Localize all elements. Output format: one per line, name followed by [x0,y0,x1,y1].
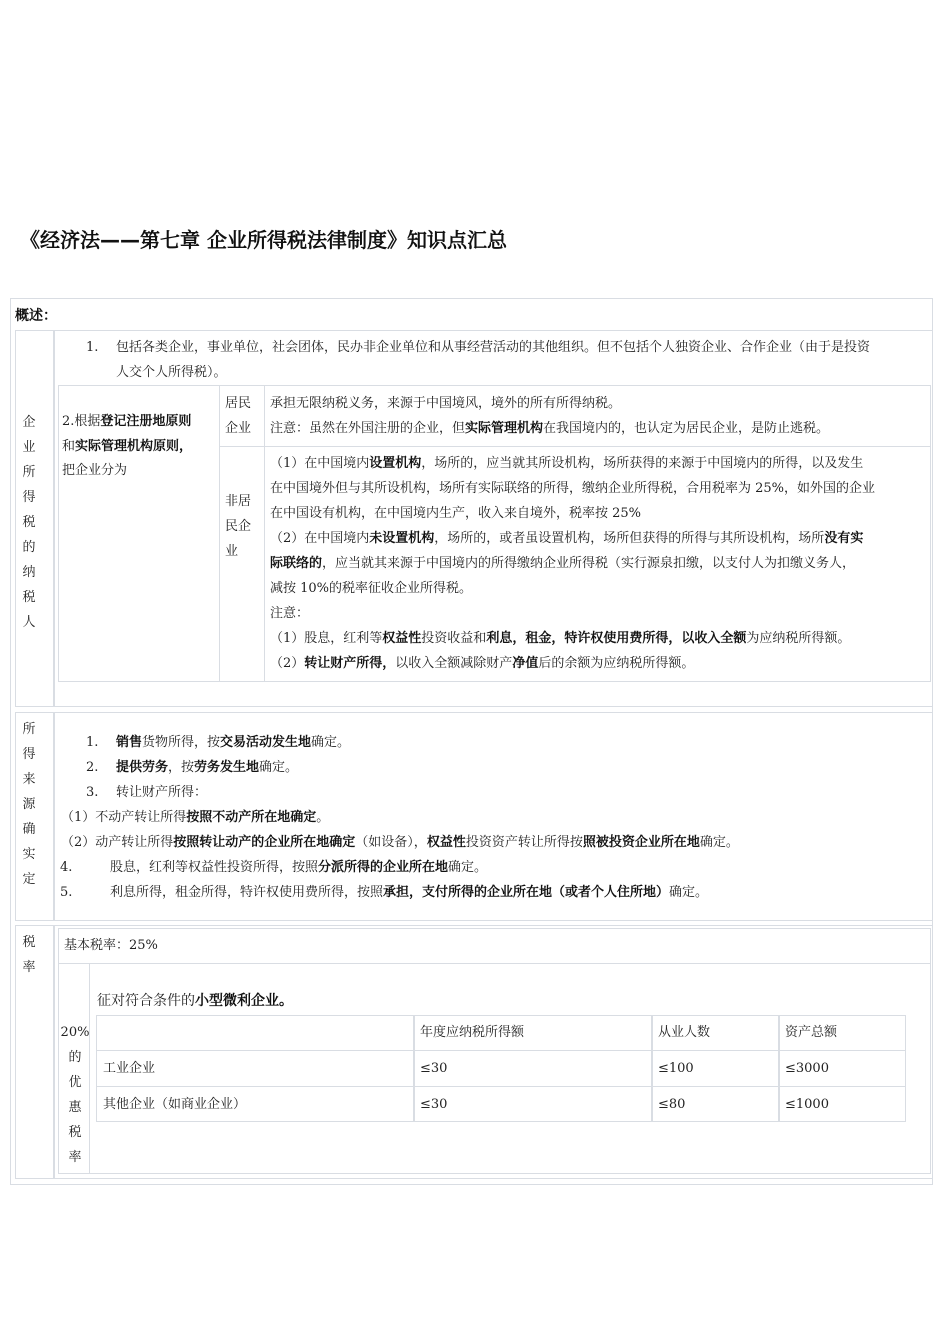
table-header-cell: 年度应纳税所得额 [420,1025,525,1040]
classify-text-line1: 2.根据登记注册地原则 [62,414,192,429]
nonresident-p2-line1: （2）在中国境内未设置机构，场所的，或者虽设置机构，场所但获得的所得与其所设机构，场所没有实 [270,531,864,546]
classify-text-line2: 和实际管理机构原则， [62,439,193,454]
source-side-label: 所 得 来 源 确 实 定 [22,722,36,887]
resident-label: 居民 [225,396,252,411]
taxpayer-item1-line2: 人交个人所得税）。 [116,365,227,380]
list-number: 3. [86,785,99,800]
nonresident-label: 民企 [225,519,252,534]
nonresident-p2-line3: 减按 10%的税率征收企业所得税。 [270,581,473,596]
table-col-divider [651,1015,653,1122]
list-number: 4. [60,860,73,875]
basic-rate: 基本税率：25% [64,938,158,953]
table-col-divider [778,1015,780,1122]
table-header-cell: 资产总额 [785,1025,838,1040]
table-cell: ≤1000 [785,1097,829,1112]
list-number: 1. [86,735,99,750]
table-cell: ≤30 [420,1061,448,1076]
source-sub1: （1）不动产转让所得按照不动产所在地确定。 [61,810,330,825]
nonresident-p1-line2: 在中国境外但与其所设机构，场所有实际联络的所得，缴纳企业所得税，合用税率为 25%，如外国的企业 [270,481,876,496]
list-number: 2. [86,760,99,775]
list-number: 5. [60,885,73,900]
taxpayer-side-label: 企 业 所 得 税 的 纳 税 人 [22,415,36,630]
note-label: 注意： [270,606,310,621]
source-item1: 销售货物所得，按交易活动发生地确定。 [116,735,351,750]
source-item3: 转让财产所得： [116,785,208,800]
rate-side-label: 税 率 [22,935,36,975]
table-cell: ≤30 [420,1097,448,1112]
classify-text-line3: 把企业分为 [62,463,128,478]
overview-label: 概述： [15,308,57,324]
pref-rate-label: 20% 的 优 惠 税 率 [60,1025,90,1165]
table-header-cell: 从业人数 [658,1025,711,1040]
note-line1: （1）股息，红利等权益性投资收益和利息，租金，特许权使用费所得，以收入全额为应纳税所得额。 [270,631,851,646]
resident-label: 企业 [225,421,252,436]
table-cell: ≤80 [658,1097,686,1112]
list-number: 1. [86,340,99,355]
table-cell: 工业企业 [103,1061,156,1076]
nonresident-label: 业 [225,544,239,559]
note-line2: （2）转让财产所得，以收入全额减除财产净值后的余额为应纳税所得额。 [270,656,695,671]
table-cell: 其他企业（如商业企业） [103,1097,247,1112]
basic-rate-cell [58,928,931,964]
source-item2: 提供劳务，按劳务发生地确定。 [116,760,299,775]
table-cell: ≤100 [658,1061,694,1076]
pref-intro: 征对符合条件的小型微利企业。 [97,993,293,1009]
source-sub2: （2）动产转让所得按照转让动产的企业所在地确定（如设备），权益性投资资产转让所得按照被投资企业所在地确定。 [61,835,739,850]
table-cell: ≤3000 [785,1061,829,1076]
taxpayer-item1-line1: 包括各类企业，事业单位，社会团体，民办非企业单位和从事经营活动的其他组织。但不包括个人独资企业、合作企业（由于是投资 [116,340,871,355]
page-title: 《经济法——第七章 企业所得税法律制度》知识点汇总 [20,228,507,252]
resident-line2: 注意：虽然在外国注册的企业，但实际管理机构在我国境内的，也认定为居民企业，是防止逃税。 [270,421,830,436]
resident-line1: 承担无限纳税义务，来源于中国境风，境外的所有所得纳税。 [270,396,622,411]
nonresident-label-cell [219,446,265,682]
table-col-divider [413,1015,415,1122]
nonresident-p1-line3: 在中国设有机构，在中国境内生产，收入来自境外，税率按 25% [270,506,642,521]
source-item4: 股息，红利等权益性投资所得，按照分派所得的企业所在地确定。 [110,860,488,875]
nonresident-p2-line2: 际联络的，应当就其来源于中国境内的所得缴纳企业所得税（实行源泉扣缴，以支付人为扣缴义务人， [270,556,856,571]
source-item5: 利息所得，租金所得，特许权使用费所得，按照承担，支付所得的企业所在地（或者个人住所地）确定。 [110,885,709,900]
nonresident-p1-line1: （1）在中国境内设置机构，场所的，应当就其所设机构，场所获得的来源于中国境内的所得，以及发生 [270,456,864,471]
nonresident-label: 非居 [225,494,252,509]
